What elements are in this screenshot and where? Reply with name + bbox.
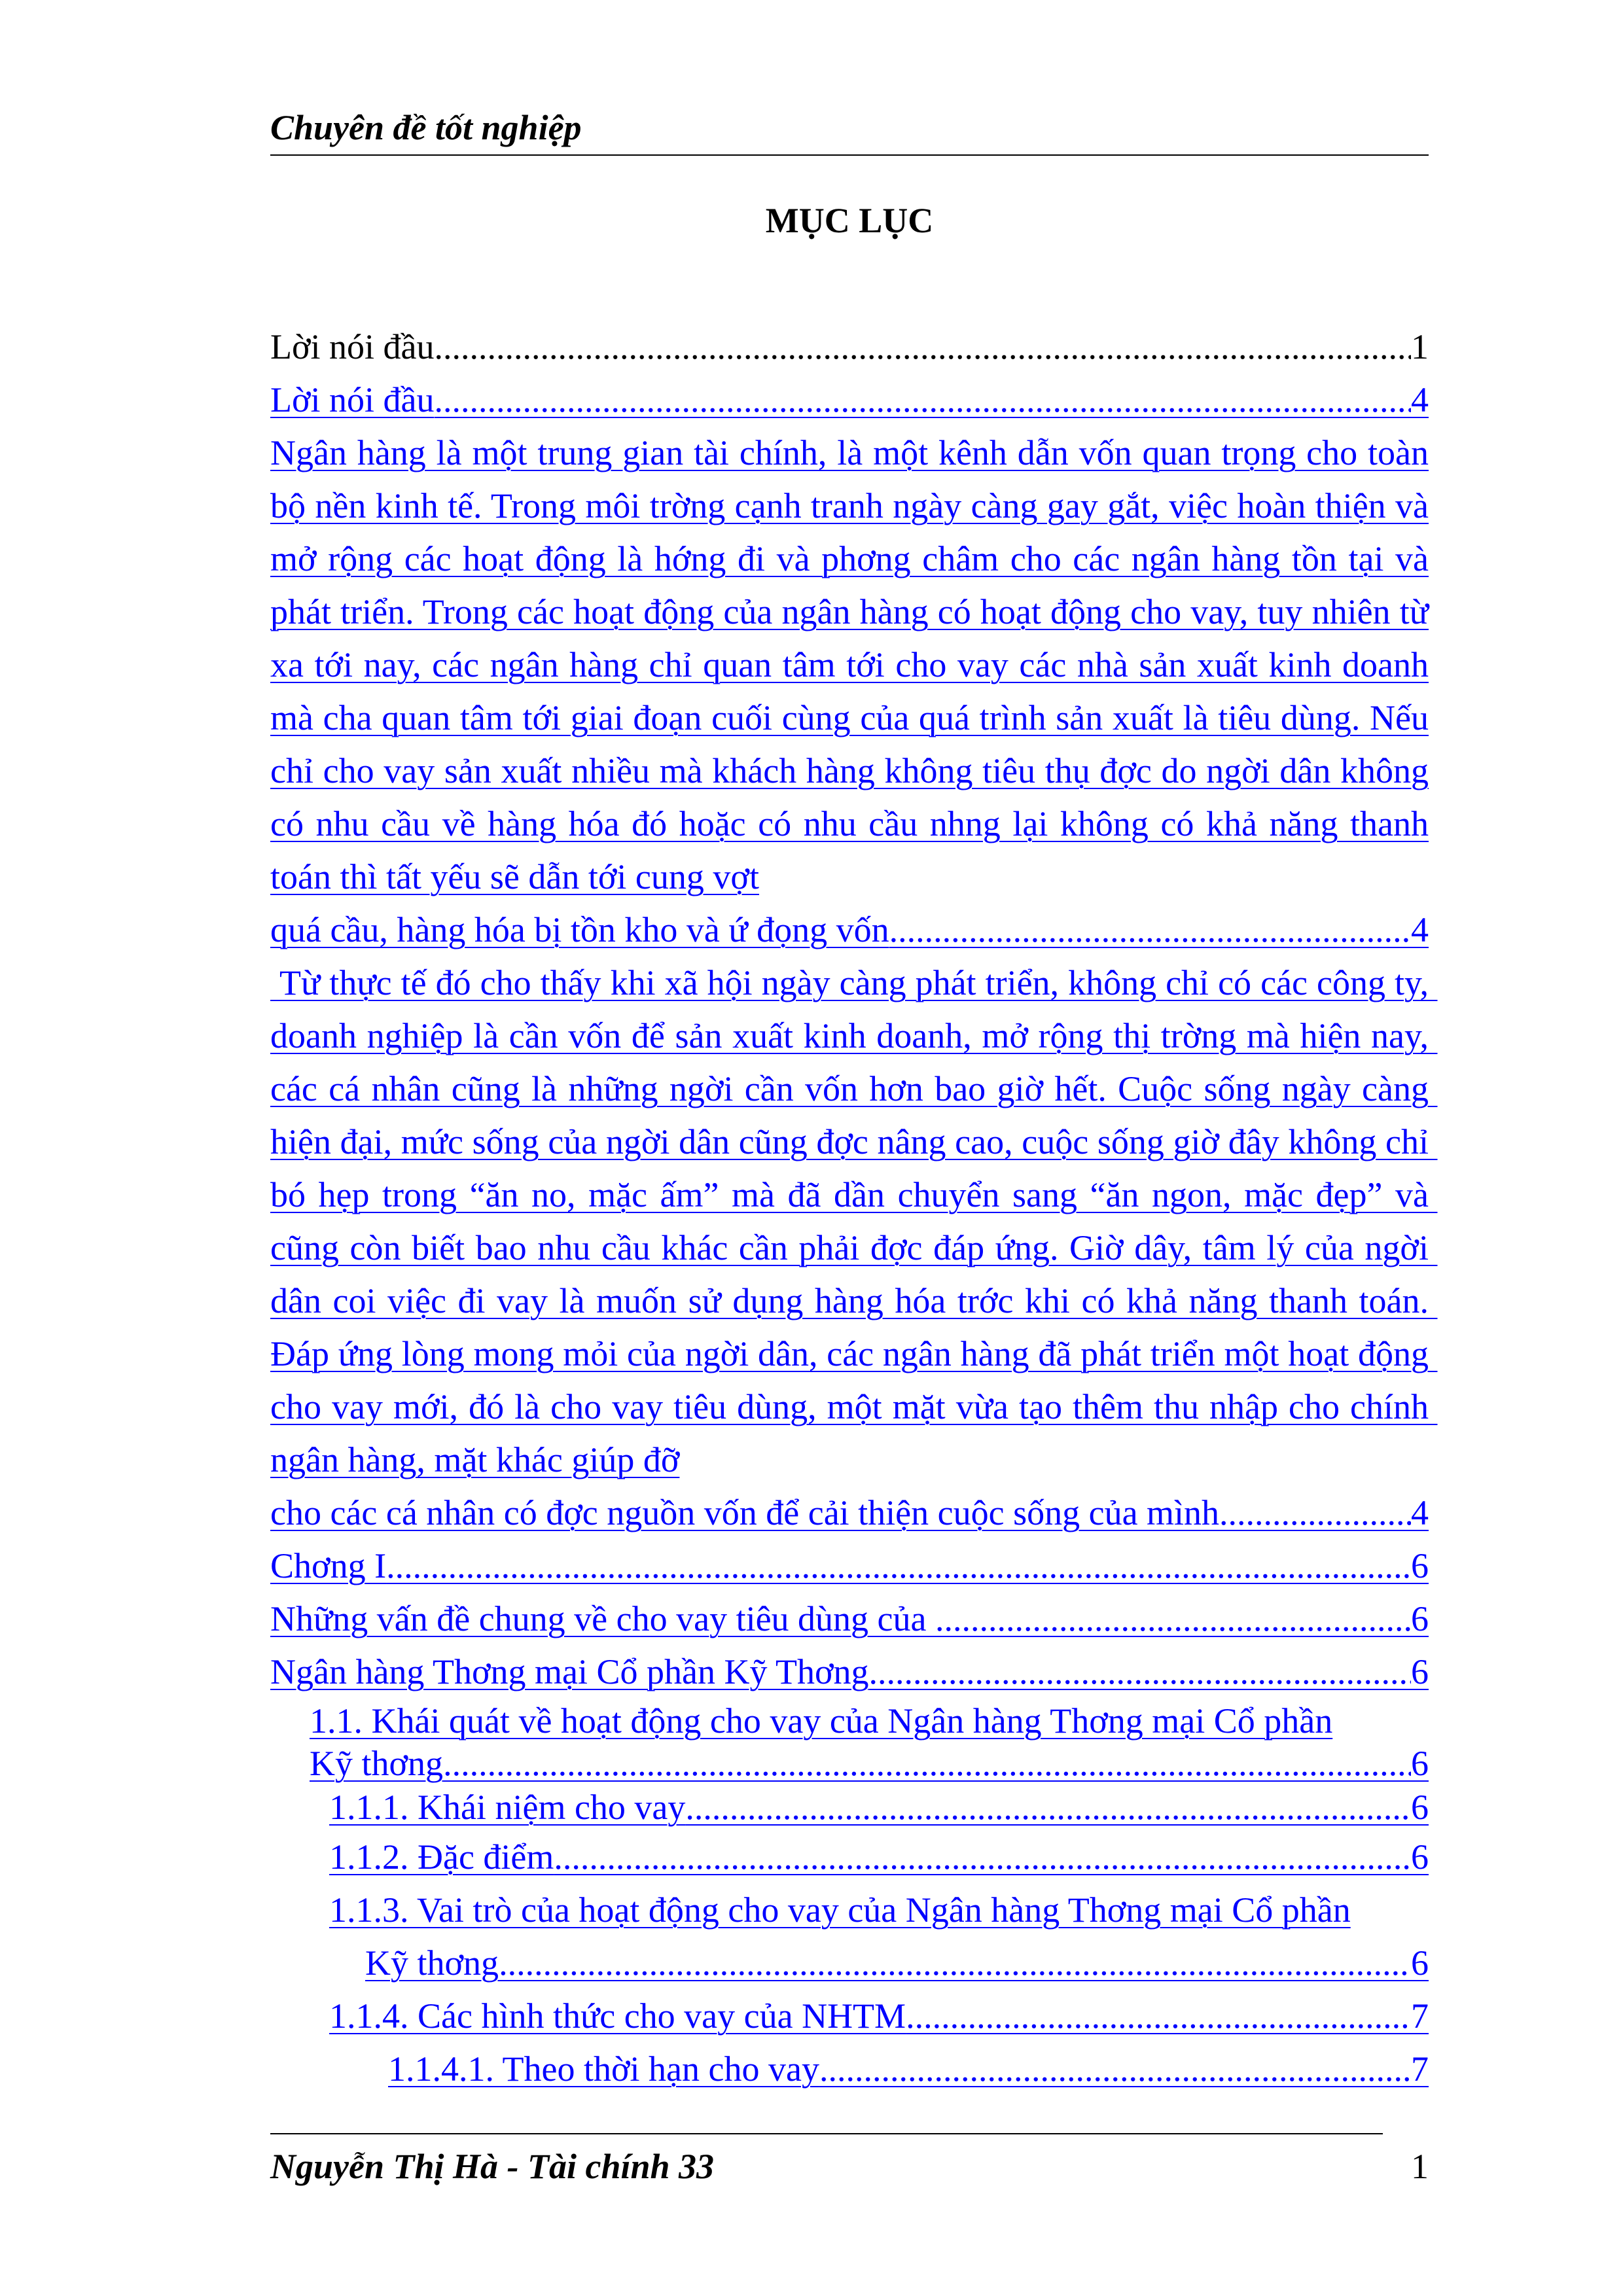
toc-entry-label[interactable]: 1.1.4.1. Theo thời hạn cho vay (388, 2049, 819, 2089)
header-divider (270, 154, 1429, 156)
toc-entry-link[interactable] (329, 1831, 1429, 1884)
toc-entry-label[interactable]: Những vấn đề chung về cho vay tiêu dùng của (270, 1599, 935, 1638)
toc-entry-link[interactable] (270, 1646, 1429, 1699)
toc-leader-dots (1219, 1487, 1411, 1540)
toc-leader-dots (443, 1743, 1411, 1784)
toc-entry-label[interactable]: Kỹ thơng (310, 1744, 444, 1783)
toc-entry-page: 6 (1411, 1943, 1429, 1983)
toc-entry-page: 7 (1411, 1996, 1429, 2036)
toc-entry-page: 1 (1411, 327, 1429, 366)
toc-entry-link[interactable] (310, 1743, 1429, 1784)
page-number: 1 (1411, 2147, 1429, 2186)
toc-entry-link[interactable] (270, 1540, 1429, 1593)
toc-entry-label[interactable]: Ngân hàng Thơng mại Cổ phần Kỹ Thơng (270, 1652, 869, 1691)
toc-entry-label[interactable]: 1.1.4. Các hình thức cho vay của NHTM (329, 1996, 906, 2036)
toc-entry-page: 6 (1411, 1788, 1429, 1827)
footer-author: Nguyễn Thị Hà - Tài chính 33 (270, 2147, 715, 2186)
toc-leader-dots (819, 2043, 1411, 2096)
toc-leader-dots (935, 1593, 1411, 1646)
toc-entry-link[interactable] (329, 1784, 1429, 1831)
toc-entry-paragraph[interactable]: Từ thực tế đó cho thấy khi xã hội ngày càng phát triển, không chỉ có các công ty, doanh nghiệp là cần vốn để sản xuất kinh doanh, mở rộng thị trờng mà hiện nay, các cá nhân cũng là những ngời cần vốn hơn bao giờ hết. Cuộc sống ngày càng hiện đại, mức sống của ngời dân cũng đợc nâng cao, cuộc sống giờ đây không chỉ bó hẹp trong “ăn no, mặc ấm” mà đã dần chuyển sang “ăn ngon, mặc đẹp” và cũng còn biết bao nhu cầu khác cần phải đợc đáp ứng. Giờ dây, tâm lý của ngời dân coi việc đi vay là muốn sử dụng hàng hóa trớc khi có khả năng thanh toán. Đáp ứng lòng mong mỏi của ngời dân, các ngân hàng đã phát triển một hoạt động cho vay mới, đó là cho vay tiêu dùng, một mặt vừa tạo thêm thu nhập cho chính ngân hàng, mặt khác giúp đỡ (270, 963, 1438, 1479)
toc-leader-dots (435, 321, 1411, 374)
table-of-contents (270, 321, 1438, 2096)
page-title: MỤC LỤC (765, 201, 934, 240)
toc-entry-page: 4 (1411, 1493, 1429, 1532)
toc-leader-dots (554, 1831, 1411, 1884)
toc-entry-line[interactable]: 1.1.3. Vai trò của hoạt động cho vay của Ngân hàng Thơng mại Cổ phần (329, 1890, 1351, 1930)
toc-entry-link[interactable] (329, 1990, 1429, 2043)
toc-entry-page: 4 (1411, 380, 1429, 419)
toc-entry-link[interactable] (270, 1487, 1429, 1540)
toc-entry-page: 7 (1411, 2049, 1429, 2089)
toc-entry-page: 4 (1411, 910, 1429, 949)
toc-leader-dots (435, 374, 1411, 427)
toc-entry-label[interactable]: Kỹ thơng (365, 1943, 499, 1983)
toc-entry-label[interactable]: 1.1.2. Đặc điểm (329, 1837, 554, 1877)
toc-entry-link[interactable] (270, 904, 1429, 957)
toc-entry-link[interactable] (270, 1593, 1429, 1646)
toc-entry-label[interactable]: Lời nói đầu (270, 327, 435, 366)
toc-entry-page: 6 (1411, 1652, 1429, 1691)
toc-entry-page: 6 (1411, 1837, 1429, 1877)
toc-entry-line[interactable]: 1.1. Khái quát về hoạt động cho vay của Ngân hàng Thơng mại Cổ phần (310, 1701, 1333, 1740)
page-header: Chuyên đề tốt nghiệp (270, 108, 582, 147)
toc-leader-dots (889, 904, 1411, 957)
toc-entry-link[interactable] (365, 1937, 1429, 1990)
toc-entry-label[interactable]: quá cầu, hàng hóa bị tồn kho và ứ đọng vốn (270, 910, 889, 949)
toc-entry-page: 6 (1411, 1744, 1429, 1783)
toc-leader-dots (499, 1937, 1411, 1990)
toc-entry-link[interactable] (270, 374, 1429, 427)
toc-entry[interactable] (270, 321, 1429, 374)
footer-divider (270, 2133, 1383, 2134)
toc-entry-label[interactable]: Lời nói đầu (270, 380, 435, 419)
toc-leader-dots (685, 1784, 1411, 1831)
toc-entry-label[interactable]: 1.1.1. Khái niệm cho vay (329, 1788, 686, 1827)
toc-leader-dots (906, 1990, 1411, 2043)
toc-entry-page: 6 (1411, 1599, 1429, 1638)
toc-entry-label[interactable]: cho các cá nhân có đợc nguồn vốn để cải thiện cuộc sống của mình (270, 1493, 1220, 1532)
toc-entry-link[interactable] (388, 2043, 1429, 2096)
toc-entry-page: 6 (1411, 1546, 1429, 1585)
toc-leader-dots (869, 1646, 1411, 1699)
toc-entry-label[interactable]: Chơng I (270, 1546, 387, 1585)
toc-leader-dots (386, 1540, 1411, 1593)
toc-entry-paragraph[interactable]: Ngân hàng là một trung gian tài chính, là một kênh dẫn vốn quan trọng cho toàn bộ nền kinh tế. Trong môi trờng cạnh tranh ngày càng gay gắt, việc hoàn thiện và mở rộng các hoạt động là hớng đi và phơng châm cho các ngân hàng tồn tại và phát triển. Trong các hoạt động của ngân hàng có hoạt động cho vay, tuy nhiên từ xa tới nay, các ngân hàng chỉ quan tâm tới cho vay các nhà sản xuất kinh doanh mà cha quan tâm tới giai đoạn cuối cùng của quá trình sản xuất là tiêu dùng. Nếu chỉ cho vay sản xuất nhiều mà khách hàng không tiêu thụ đợc do ngời dân không có nhu cầu về hàng hóa đó hoặc có nhu cầu nhng lại không có khả năng thanh toán thì tất yếu sẽ dẫn tới cung vợt (270, 433, 1429, 896)
